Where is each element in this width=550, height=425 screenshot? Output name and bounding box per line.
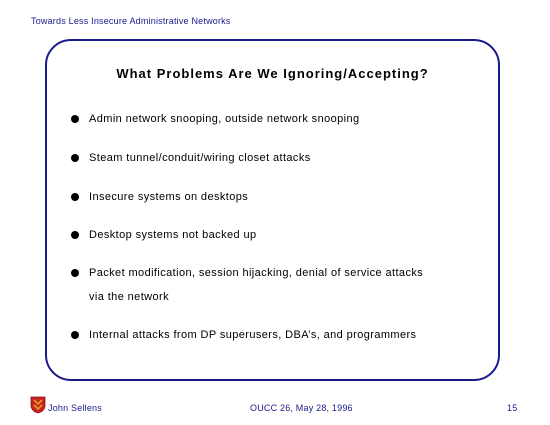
bullet-dot (71, 154, 79, 162)
footer-author: John Sellens (48, 403, 102, 413)
bullet-text: Desktop systems not backed up (89, 229, 257, 241)
bullet-dot (71, 193, 79, 201)
footer-page-number: 15 (507, 403, 518, 413)
bullet-text-continuation: via the network (89, 291, 169, 303)
bullet-dot (71, 115, 79, 123)
bullet-text: Insecure systems on desktops (89, 191, 249, 203)
bullet-text: Admin network snooping, outside network snooping (89, 113, 360, 125)
footer-event: OUCC 26, May 28, 1996 (250, 403, 353, 413)
bullet-dot (71, 231, 79, 239)
bullet-text: Packet modification, session hijacking, denial of service attacks (89, 267, 424, 279)
bullet-text: Internal attacks from DP superusers, DBA’s, and programmers (89, 329, 417, 341)
university-crest-icon (30, 396, 46, 414)
bullet-dot (71, 269, 79, 277)
bullet-text: Steam tunnel/conduit/wiring closet attacks (89, 152, 311, 164)
bullet-dot (71, 331, 79, 339)
header-title: Towards Less Insecure Administrative Networks (31, 16, 231, 26)
slide-title: What Problems Are We Ignoring/Accepting? (116, 66, 429, 81)
